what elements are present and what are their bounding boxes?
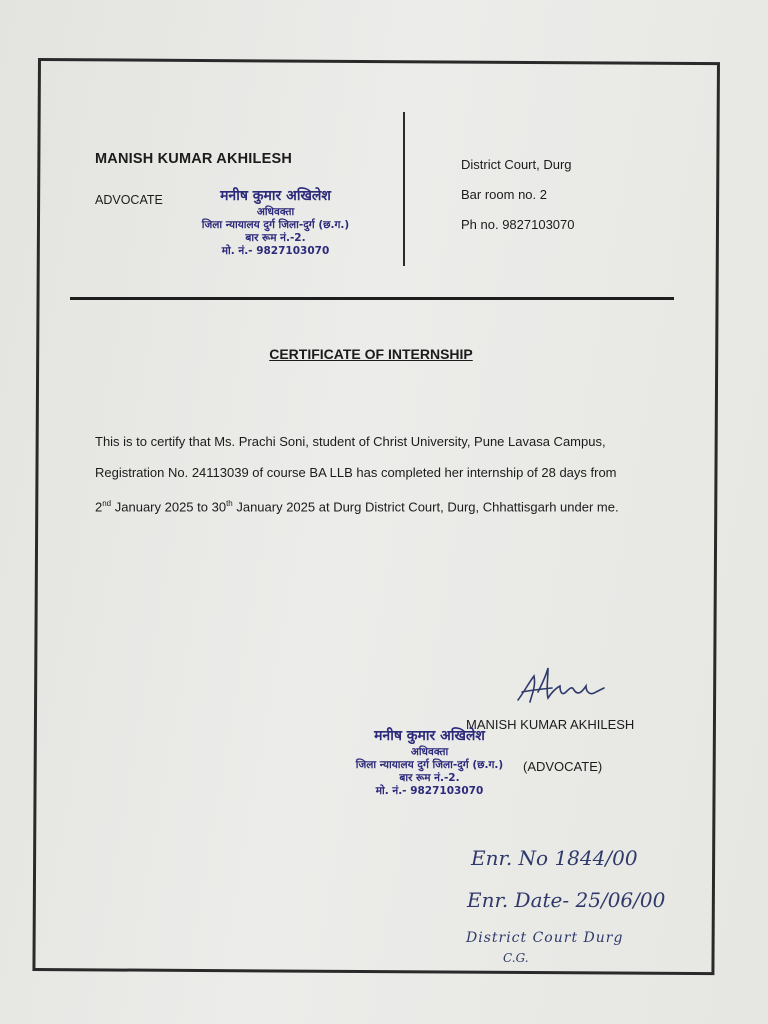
stamp-line: बार रूम नं.-2. bbox=[245, 231, 306, 244]
stamp-line: अधिवक्ता bbox=[256, 205, 295, 218]
header-divider-horizontal bbox=[70, 297, 674, 300]
stamp-line: जिला न्यायालय दुर्ग जिला-दुर्ग (छ.ग.) bbox=[201, 218, 350, 231]
contact-bar-room: Bar room no. 2 bbox=[461, 187, 547, 202]
header-divider-vertical bbox=[403, 112, 405, 266]
advocate-stamp-bottom bbox=[322, 728, 537, 798]
body-text-part: January 2025 at Durg District Court, Durg, Chhattisgarh under me. bbox=[232, 499, 619, 515]
stamp-line: मनीष कुमार अखिलेश bbox=[374, 728, 485, 744]
signatory-name: MANISH KUMAR AKHILESH bbox=[466, 717, 635, 732]
stamp-line: जिला न्यायालय दुर्ग जिला-दुर्ग (छ.ग.) bbox=[355, 758, 504, 771]
body-text-part: January 2025 to 30 bbox=[111, 499, 227, 515]
handwritten-signature bbox=[512, 662, 612, 712]
advocate-stamp-top bbox=[168, 188, 383, 258]
letterhead-title: ADVOCATE bbox=[95, 193, 163, 207]
handwritten-enrollment-no: Enr. No 1844/00 bbox=[471, 846, 638, 870]
stamp-line: अधिवक्ता bbox=[410, 745, 449, 758]
certificate-body bbox=[95, 426, 625, 522]
certificate-title: CERTIFICATE OF INTERNSHIP bbox=[269, 346, 473, 362]
letterhead-name: MANISH KUMAR AKHILESH bbox=[95, 151, 292, 167]
ordinal-suffix: th bbox=[226, 499, 233, 508]
stamp-line: मो. नं.- 9827103070 bbox=[221, 244, 330, 257]
contact-court: District Court, Durg bbox=[461, 157, 572, 172]
stamp-line: मनीष कुमार अखिलेश bbox=[220, 188, 331, 204]
ordinal-suffix: nd bbox=[102, 499, 112, 508]
handwritten-enrollment-date: Enr. Date- 25/06/00 bbox=[467, 888, 666, 912]
handwritten-court: District Court Durg bbox=[466, 930, 624, 946]
signatory-title: (ADVOCATE) bbox=[523, 759, 603, 774]
handwritten-state: C.G. bbox=[503, 951, 529, 965]
stamp-line: बार रूम नं.-2. bbox=[399, 771, 460, 784]
contact-phone: Ph no. 9827103070 bbox=[461, 217, 575, 232]
body-text-part: This is to certify that Ms. Prachi Soni, student of Christ University, Pune Lavasa Campus, Registration No. 24113039 of course BA LLB has completed her internship of 28 days from 2 bbox=[95, 434, 617, 515]
stamp-line: मो. नं.- 9827103070 bbox=[375, 784, 484, 797]
